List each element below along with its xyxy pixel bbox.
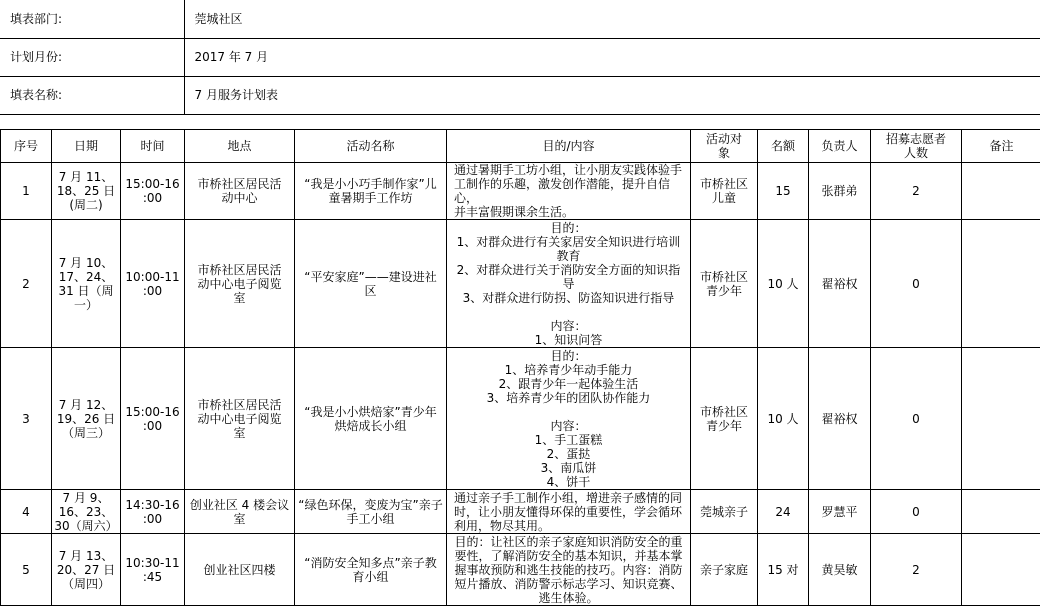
time-line: :00 [121,191,184,205]
content-line: 1、培养青少年动手能力 [447,363,690,377]
table-row [1,220,1040,348]
service-plan-table [0,129,1040,606]
content-line: 工制作的乐趣，激发创作潜能，提升自信心， [454,177,686,205]
no-cell: 3 [1,348,52,490]
time-line: :45 [121,570,184,584]
content-cell [447,534,691,606]
time-line: 10:30-11 [121,556,184,570]
content-line: 目的： [447,221,690,235]
time-line: :00 [121,284,184,298]
date-line: (周二) [52,198,120,212]
date-line: 18、25 日 [52,184,120,198]
content-line: 逃生体验。 [447,591,690,605]
date-cell [52,348,121,490]
target-line: 市桥社区 [691,177,757,191]
date-line: 7 月 12、 [52,398,120,412]
name-line: 区 [295,284,446,298]
header-cell [871,130,962,163]
place-line: 室 [185,291,294,305]
quota-cell: 10 人 [758,348,809,490]
info-value: 7 月服务计划表 [184,76,1040,114]
name-line: 育小组 [295,570,446,584]
leader-cell: 张群弟 [809,163,871,220]
time-line: 15:00-16 [121,177,184,191]
place-line: 动中心电子阅览 [185,277,294,291]
name-line: “消防安全知多点”亲子教 [295,556,446,570]
date-line: 一） [52,298,120,312]
target-line: 青少年 [691,419,757,433]
table-header-row [1,130,1040,163]
target-line: 儿童 [691,191,757,205]
place-cell [185,348,295,490]
note-cell [962,163,1040,220]
target-line: 亲子家庭 [691,563,757,577]
name-line: “我是小小巧手制作家”儿 [295,177,446,191]
content-line [447,405,690,419]
content-line: 教育 [447,249,690,263]
table-row [1,490,1040,534]
header-cell: 名额 [758,130,809,163]
place-cell [185,490,295,534]
volunteers-cell: 2 [871,163,962,220]
content-line: 要性，了解消防安全的基本知识，并基本掌 [447,549,690,563]
place-cell [185,220,295,348]
place-line: 市桥社区居民活 [185,263,294,277]
note-cell [962,490,1040,534]
date-line: 19、26 日 [52,412,120,426]
target-cell [691,534,758,606]
time-line: :00 [121,419,184,433]
date-cell [52,220,121,348]
header-cell: 时间 [121,130,185,163]
place-line: 市桥社区居民活 [185,398,294,412]
date-line: 7 月 10、 [52,256,120,270]
content-line: 2、蛋挞 [447,447,690,461]
name-line: 烘焙成长小组 [295,419,446,433]
leader-cell: 翟裕权 [809,220,871,348]
info-label: 填表名称: [0,76,184,114]
content-line: 握事故预防和逃生技能的技巧。内容：消防 [447,563,690,577]
content-cell [447,348,691,490]
volunteers-cell: 0 [871,348,962,490]
header-cell: 备注 [962,130,1040,163]
time-cell [121,348,185,490]
volunteers-cell: 0 [871,490,962,534]
place-line: 动中心 [185,191,294,205]
place-line: 创业社区四楼 [185,563,294,577]
target-line: 市桥社区 [691,270,757,284]
header-cell-text: 招募志愿者人数 [886,132,946,160]
no-cell: 5 [1,534,52,606]
content-line: 并丰富假期课余生活。 [454,205,686,219]
time-cell [121,163,185,220]
time-cell [121,534,185,606]
content-line: 3、对群众进行防拐、防盗知识进行指导 [447,291,690,305]
target-line: 莞城亲子 [691,505,757,519]
content-line: 导 [447,277,690,291]
note-cell [962,534,1040,606]
info-table [0,0,1040,115]
date-line: 31 日（周 [52,284,120,298]
header-cell: 序号 [1,130,52,163]
content-line: 利用，物尽其用。 [454,519,686,533]
target-cell [691,348,758,490]
time-line: 14:30-16 [121,498,184,512]
volunteers-cell: 0 [871,220,962,348]
name-line: “我是小小烘焙家”青少年 [295,405,446,419]
content-line: 1、对群众进行有关家居安全知识进行培训 [447,235,690,249]
volunteers-cell: 2 [871,534,962,606]
no-cell: 1 [1,163,52,220]
date-line: 30（周六） [52,519,120,533]
content-line: 2、对群众进行关于消防安全方面的知识指 [447,263,690,277]
content-cell [447,220,691,348]
quota-cell: 15 [758,163,809,220]
leader-cell: 翟裕权 [809,348,871,490]
name-cell [295,490,447,534]
date-line: 7 月 11、 [52,170,120,184]
place-line: 创业社区 4 楼会议 [185,498,294,512]
quota-cell: 15 对 [758,534,809,606]
leader-cell: 黄昊敏 [809,534,871,606]
date-line: 20、27 日 [52,563,120,577]
content-line: 目的： [447,349,690,363]
no-cell: 4 [1,490,52,534]
info-label: 填表部门: [0,0,184,38]
info-label: 计划月份: [0,38,184,76]
leader-cell: 罗慧平 [809,490,871,534]
place-line: 室 [185,426,294,440]
table-row [1,534,1040,606]
name-line: “平安家庭”——建设进社 [295,270,446,284]
name-line: “绿色环保，变废为宝”亲子 [295,498,446,512]
date-cell [52,163,121,220]
header-cell: 地点 [185,130,295,163]
content-line: 通过暑期手工坊小组，让小朋友实践体验手 [454,163,686,177]
name-cell [295,220,447,348]
name-line: 童暑期手工作坊 [295,191,446,205]
info-row-month [0,38,1040,76]
content-line: 1、知识问答 [447,333,690,347]
target-line: 青少年 [691,284,757,298]
info-row-name [0,76,1040,114]
content-line: 时，让小朋友懂得环保的重要性，学会循环 [454,505,686,519]
quota-cell: 24 [758,490,809,534]
header-cell-text: 活动对象 [701,132,747,160]
header-cell: 日期 [52,130,121,163]
content-line: 短片播放、消防警示标志学习、知识竞赛、 [447,577,690,591]
table-row [1,348,1040,490]
header-cell: 活动名称 [295,130,447,163]
time-cell [121,490,185,534]
date-line: 17、24、 [52,270,120,284]
time-cell [121,220,185,348]
target-line: 市桥社区 [691,405,757,419]
info-value: 莞城社区 [184,0,1040,38]
date-line: （周三） [52,426,120,440]
info-row-department [0,0,1040,38]
date-line: 7 月 9、 [52,491,120,505]
time-line: 10:00-11 [121,270,184,284]
place-line: 动中心电子阅览 [185,412,294,426]
content-cell [447,490,691,534]
target-cell [691,163,758,220]
content-line: 3、南瓜饼 [447,461,690,475]
time-line: :00 [121,512,184,526]
place-line: 室 [185,512,294,526]
content-line: 目的：让社区的亲子家庭知识消防安全的重 [447,535,690,549]
name-cell [295,348,447,490]
place-line: 市桥社区居民活 [185,177,294,191]
date-cell [52,534,121,606]
header-cell: 目的/内容 [447,130,691,163]
date-cell [52,490,121,534]
note-cell [962,348,1040,490]
target-cell [691,220,758,348]
content-line [447,305,690,319]
info-value: 2017 年 7 月 [184,38,1040,76]
name-cell [295,163,447,220]
no-cell: 2 [1,220,52,348]
target-cell [691,490,758,534]
name-line: 手工小组 [295,512,446,526]
content-line: 3、培养青少年的团队协作能力 [447,391,690,405]
content-line: 2、跟青少年一起体验生活 [447,377,690,391]
content-line: 内容： [447,419,690,433]
header-cell [691,130,758,163]
date-line: （周四） [52,577,120,591]
quota-cell: 10 人 [758,220,809,348]
place-cell [185,163,295,220]
content-cell [447,163,691,220]
table-row [1,163,1040,220]
content-line: 通过亲子手工制作小组，增进亲子感情的同 [454,491,686,505]
header-cell: 负责人 [809,130,871,163]
place-cell [185,534,295,606]
content-line: 内容： [447,319,690,333]
note-cell [962,220,1040,348]
content-line: 1、手工蛋糕 [447,433,690,447]
time-line: 15:00-16 [121,405,184,419]
date-line: 16、23、 [52,505,120,519]
name-cell [295,534,447,606]
date-line: 7 月 13、 [52,549,120,563]
content-line: 4、饼干 [447,475,690,489]
